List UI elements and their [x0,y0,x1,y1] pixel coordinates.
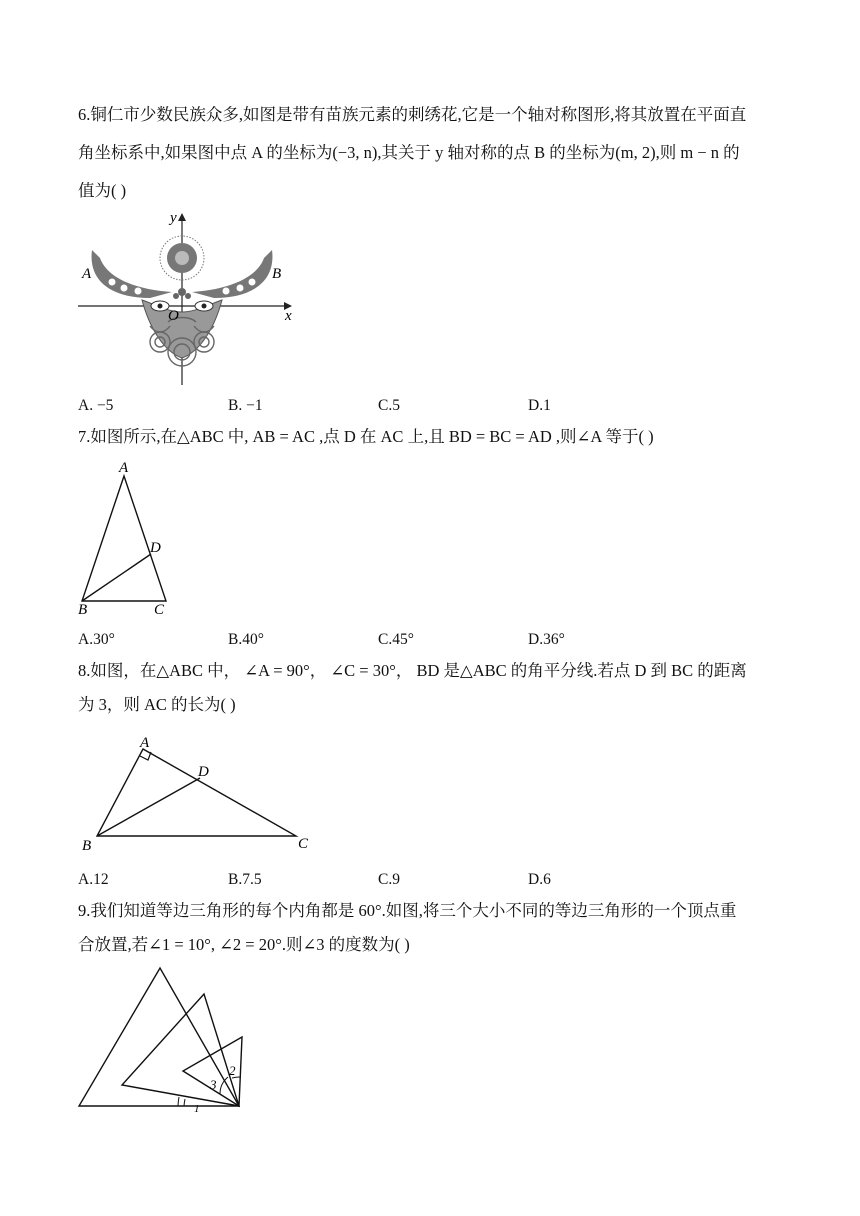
q9-line-2: 合放置,若∠1 = 10°, ∠2 = 20°.则∠3 的度数为( ) [78,935,410,954]
q8-label-b: B [82,838,92,854]
q8-line-2: 为 3，则 AC 的长为( ) [78,695,236,714]
q7-option-c: C.45° [378,631,414,648]
q6-embroidery-figure [70,208,310,388]
q7-label-b: B [78,602,88,618]
q9-label-1: 1 [194,1103,200,1115]
q7-line-1: 7.如图所示,在△ABC 中, AB = AC ,点 D 在 AC 上,且 BD = BC = AD ,则∠A 等于( ) [78,427,654,446]
q8-option-c: C.9 [378,871,400,888]
q7-label-d: D [150,540,161,556]
label-b: B [272,266,282,282]
q9-line-1: 9.我们知道等边三角形的每个内角都是 60°.如图,将三个大小不同的等边三角形的一个顶点重 [78,901,737,920]
q6-option-c: C.5 [378,397,400,414]
q9-label-2: 2 [229,1063,236,1078]
q6-option-d: D.1 [528,397,551,414]
label-o: O [168,308,179,324]
label-y: y [170,210,177,226]
q7-option-a: A.30° [78,631,115,648]
q9-label-3: 3 [210,1077,217,1092]
q8-option-a: A.12 [78,871,109,888]
q7-option-d: D.36° [528,631,565,648]
label-x: x [285,308,292,324]
right-horn [192,250,272,298]
q8-label-c: C [298,836,309,852]
q8-option-b: B.7.5 [228,871,262,888]
q6-option-b: B. −1 [228,397,263,414]
q7-option-b: B.40° [228,631,264,648]
q8-label-d: D [198,764,209,780]
q7-triangle-figure [70,455,190,620]
q7-label-c: C [154,602,165,618]
q8-label-a: A [140,735,150,751]
q6-line-2: 角坐标系中,如果图中点 A 的坐标为(−3, n),其关于 y 轴对称的点 B 的坐标为(m, 2),则 m − n 的 [78,143,740,162]
q7-label-a: A [119,460,129,476]
q6-line-3: 值为( ) [78,181,127,200]
q6-line-1: 6.铜仁市少数民族众多,如图是带有苗族元素的刺绣花,它是一个轴对称图形,将其放置在平面直 [78,105,747,124]
q8-line-1: 8.如图，在△ABC 中， ∠A = 90°， ∠C = 30°， BD 是△ABC 的角平分线.若点 D 到 BC 的距离 [78,661,747,680]
label-a: A [82,266,92,282]
q8-right-triangle-figure [75,730,325,855]
q9-equilateral-triangles-figure [74,960,254,1115]
q6-option-a: A. −5 [78,397,114,414]
q8-option-d: D.6 [528,871,551,888]
